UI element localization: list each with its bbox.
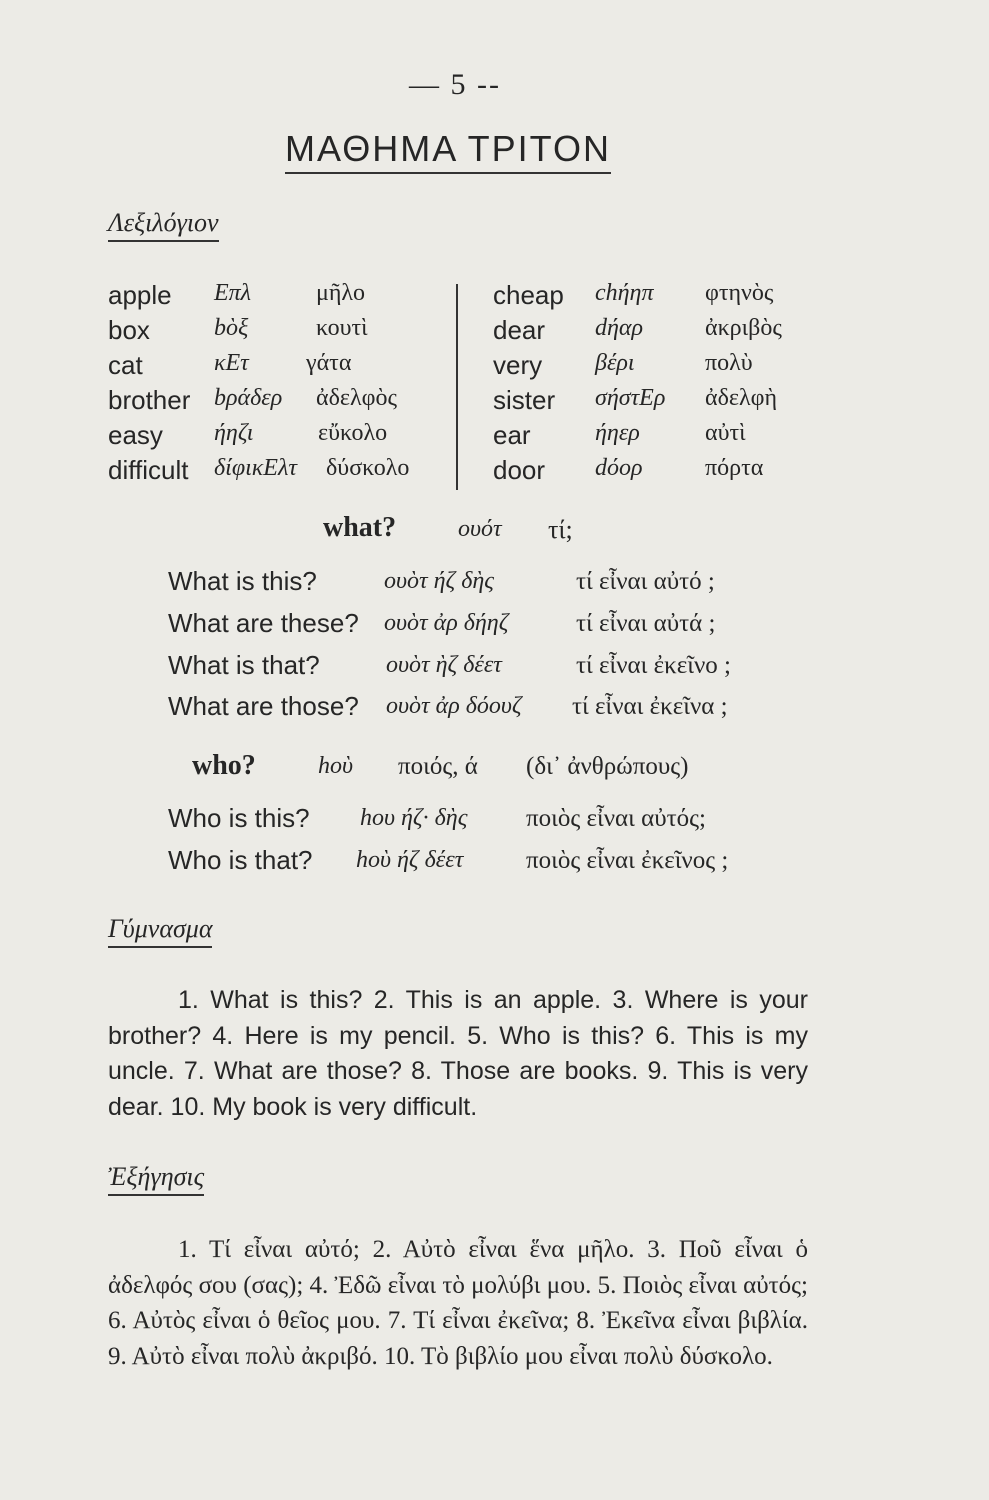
phrase-row (0, 566, 989, 602)
phrase-pronunciation: ουὸτ ήζ δὴς (384, 568, 495, 594)
vocab-english: very (493, 350, 543, 380)
phrase-greek: τί εἶναι ἐκεῖνα ; (572, 693, 728, 720)
phrase-row (0, 845, 989, 881)
vocab-greek: μῆλο (316, 280, 366, 306)
phrase-english: Who is this? (168, 803, 310, 833)
vocab-pronunciation: δίφικΕλτ (214, 455, 297, 481)
vocab-english: sister (493, 385, 556, 415)
explanation-heading: Ἐξήγησις (108, 1162, 204, 1196)
vocab-row (493, 455, 813, 490)
exercise-text: 1. What is this? 2. This is an apple. 3. Where is your brother? 4. Here is my pencil. 5. Who is this? 6. This is my uncle. 7. What are those? 8. Those are books. 9. This is very dear. 10. My book is very difficult. (108, 986, 808, 1121)
phrase-english: What is that? (168, 650, 320, 680)
vocab-row (493, 385, 813, 420)
vocab-pronunciation: ήηερ (595, 420, 640, 446)
phrase-english: What are these? (168, 608, 359, 638)
vocab-english: door (493, 455, 546, 485)
vocab-greek: ἀδελφὴ (705, 385, 777, 411)
vocab-pronunciation: bράδερ (214, 385, 283, 411)
vocab-english: difficult (108, 455, 189, 485)
vocab-pronunciation: dόορ (595, 455, 643, 481)
vocab-right-column (493, 280, 813, 490)
phrase-pronunciation: ουὸτ ὴζ δέετ (386, 652, 502, 678)
vocab-english: easy (108, 420, 163, 450)
vocab-greek: αὐτὶ (705, 420, 746, 446)
vocab-greek: ἀκριβὸς (705, 315, 782, 341)
vocab-english: cat (108, 350, 143, 380)
vocab-greek: πολὺ (705, 350, 753, 376)
phrase-greek: ποιὸς εἶναι ἐκεῖνος ; (526, 847, 729, 874)
phrase-greek: τί εἶναι ἐκεῖνο ; (576, 652, 731, 679)
who-heading-row (0, 750, 989, 786)
vocab-greek: πόρτα (705, 455, 764, 481)
who-heading-pronunciation: hoὺ (318, 753, 354, 779)
what-heading-english: what? (323, 512, 397, 543)
what-heading-greek: τί; (548, 515, 573, 544)
vocab-pronunciation: bὸξ (214, 315, 249, 341)
vocab-divider (456, 284, 458, 490)
vocab-pronunciation: chήηπ (595, 280, 654, 306)
who-heading-english: who? (192, 750, 256, 781)
vocab-greek: δύσκολο (326, 455, 410, 481)
phrase-row (0, 803, 989, 839)
what-heading-row (0, 512, 989, 548)
vocab-row (493, 350, 813, 385)
page-number: — 5 -- (409, 68, 501, 101)
vocab-greek: ἀδελφὸς (316, 385, 397, 411)
vocab-greek: γάτα (306, 350, 352, 376)
vocab-row (108, 315, 448, 350)
phrase-row (0, 608, 989, 644)
vocab-pronunciation: κΕτ (214, 350, 249, 376)
phrase-row (0, 650, 989, 686)
who-heading-greek: ποιός, ά (398, 753, 478, 780)
vocab-pronunciation: βέρι (595, 350, 635, 376)
exercise-heading: Γύμνασμα (108, 914, 212, 948)
vocab-greek: φτηνὸς (705, 280, 774, 306)
vocab-row (108, 280, 448, 315)
phrase-english: What are those? (168, 691, 359, 721)
vocab-english: ear (493, 420, 531, 450)
vocab-left-column (108, 280, 448, 490)
vocab-greek: κουτὶ (316, 315, 368, 341)
vocab-row (108, 385, 448, 420)
vocab-row (493, 280, 813, 315)
vocab-row (108, 420, 448, 455)
what-heading-pronunciation: ουότ (458, 516, 502, 542)
vocab-english: cheap (493, 280, 564, 310)
phrase-english: Who is that? (168, 845, 313, 875)
phrase-english: What is this? (168, 566, 317, 596)
vocab-pronunciation: Επλ (214, 280, 252, 306)
vocab-row (493, 420, 813, 455)
vocab-pronunciation: dήαρ (595, 315, 644, 341)
phrase-greek: τί εἶναι αὐτά ; (576, 610, 716, 637)
vocab-greek: εὔκολο (318, 420, 388, 446)
who-heading-note: (δι᾽ ἀνθρώπους) (526, 753, 689, 780)
vocab-english: dear (493, 315, 546, 345)
phrase-greek: ποιὸς εἶναι αὐτός; (526, 805, 706, 832)
lesson-title: ΜΑΘΗΜΑ ΤΡΙΤΟΝ (285, 128, 611, 174)
phrase-pronunciation: hoὺ ήζ δέετ (356, 847, 464, 873)
phrase-pronunciation: ουὸτ ἀρ δόουζ (386, 693, 522, 719)
vocab-pronunciation: ήηζι (214, 420, 254, 446)
vocab-pronunciation: σήστΕρ (595, 385, 666, 411)
vocabulary-heading: Λεξιλόγιον (108, 208, 219, 242)
vocab-row (493, 315, 813, 350)
vocab-row (108, 455, 448, 490)
phrase-pronunciation: ουὸτ ἀρ δήηζ (384, 610, 509, 636)
vocab-english: brother (108, 385, 191, 415)
phrase-pronunciation: hoυ ήζ· δὴς (360, 805, 468, 831)
vocab-english: apple (108, 280, 172, 310)
explanation-text: 1. Τί εἶναι αὐτό; 2. Αὐτὸ εἶναι ἕνα μῆλο. 3. Ποῦ εἶναι ὁ ἀδελφός σου (σας); 4. Ἐδῶ εἶναι τὸ μολύβι μου. 5. Ποιὸς εἶναι αὐτός; 6. Αὐτὸς εἶναι ὁ θεῖος μου. 7. Τί εἶναι ἐκεῖνα; 8. Ἐκεῖνα εἶναι βιβλία. 9. Αὐτὸ εἶναι πολὺ ἀκριβό. 10. Τὸ βιβλίο μου εἶναι πολὺ δύσκολο. (108, 1236, 808, 1370)
phrase-greek: τί εἶναι αὐτό ; (576, 568, 715, 595)
phrase-row (0, 691, 989, 727)
vocab-row (108, 350, 448, 385)
vocab-english: box (108, 315, 150, 345)
